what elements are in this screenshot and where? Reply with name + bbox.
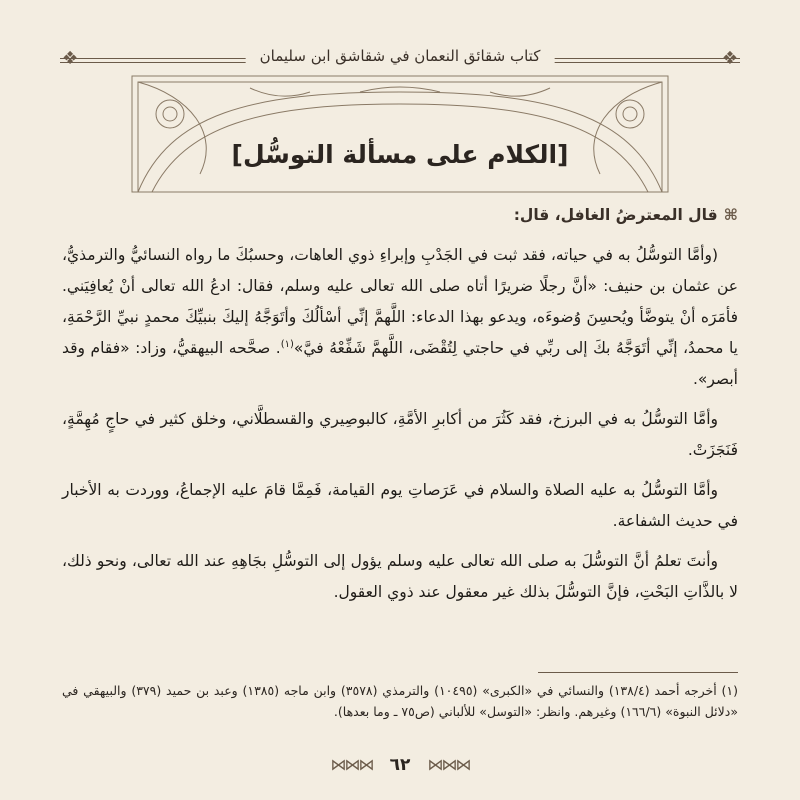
page-number-ornament-icon: ⋈⋈⋈ — [330, 755, 373, 774]
running-title: كتاب شقائق النعمان في شقاشق ابن سليمان — [246, 47, 555, 65]
footnote-ref[interactable]: (١) — [280, 338, 294, 350]
paragraph-3: وأمَّا التوسُّلُ به عليه الصلاة والسلام في عَرَصاتِ يوم القيامة، فَمِمَّا قامَ عليه الإجماعُ، ووردت به الأخبار في حديث الشفاعة. — [62, 481, 738, 530]
paragraph-4: وأنتَ تعلمُ أنَّ التوسُّلَ به صلى الله تعالى عليه وسلم يؤول إلى التوسُّلِ بجَاهِهِ عند الله تعالى، ونحو ذلك، لا بالذَّاتِ البَحْتِ، فإنَّ التوسُّلَ بذلك غير معقول عند ذوي العقول. — [62, 552, 738, 601]
paragraph-2: وأمَّا التوسُّلُ به في البرزخ، فقد كَثُرَ من أكابرِ الأمَّةِ، كالبوصِيري والقسطلَّاني، وخلق كثير في حاجٍ مُهِمَّةٍ، فَنَجَزَتْ. — [62, 410, 738, 459]
page-number-block — [0, 755, 800, 775]
page-number: ٦٢ — [389, 755, 411, 775]
paragraph-1-tail: . صحَّحه البيهقيُّ، وزاد: «فقام وقد أبصر». — [62, 339, 738, 388]
corner-ornament-icon: ❖ — [62, 48, 79, 69]
page-number-ornament-icon: ⋈⋈⋈ — [427, 755, 470, 774]
decorative-arch-ornament — [130, 74, 670, 194]
corner-ornament-icon: ❖ — [721, 48, 738, 69]
paragraph-1 — [62, 240, 738, 395]
paragraph-1-text: (وأمَّا التوسُّلُ به في حياته، فقد ثبت في الجَدْبِ وإبراءِ ذوي العاهات، وحسبُكَ ما رواه النسائيُّ والترمذيُّ، عن عثمان بن حنيف: «أنَّ رجلًا ضريرًا أتاه صلى الله تعالى عليه وسلم، فقال: ادعُ الله تعالى أنْ يُعافِيَني. فأمَرَه أنْ يتوضَّأ ويُحسِنَ وُضوءَه، ويدعو بهذا الدعاء: اللَّهمَّ إنِّي أسْألُكَ وأتَوَجَّهُ إليكَ بنبيِّكَ محمدٍ نبيِّ الرَّحْمَةِ، يا محمدُ، إنِّي أتَوَجَّهُ بكَ إلى ربِّي في حاجتي لِتُقْضَى، اللَّهمَّ شَفِّعْهُ فيَّ» — [62, 246, 738, 357]
intro-line — [62, 200, 738, 231]
section-heading: [الكلام على مسألة التوسُّل] — [231, 140, 569, 169]
ornament-bullet-icon: ⌘ — [723, 206, 738, 224]
footnote-1: (١) أخرجه أحمد (١٣٨/٤) والنسائي في «الكبرى» (١٠٤٩٥) والترمذي (٣٥٧٨) وابن ماجه (١٣٨٥) وعبد بن حميد (٣٧٩) والبيهقي في «دلائل النبوة» (١٦٦/٦) وغيرهم. وانظر: «التوسل» للألباني (ص٧٥ ـ وما بعدها). — [62, 683, 738, 719]
body-text — [62, 200, 738, 617]
footnote-divider — [538, 672, 738, 673]
intro-text: قال المعترضُ الغافل، قال: — [513, 206, 718, 224]
